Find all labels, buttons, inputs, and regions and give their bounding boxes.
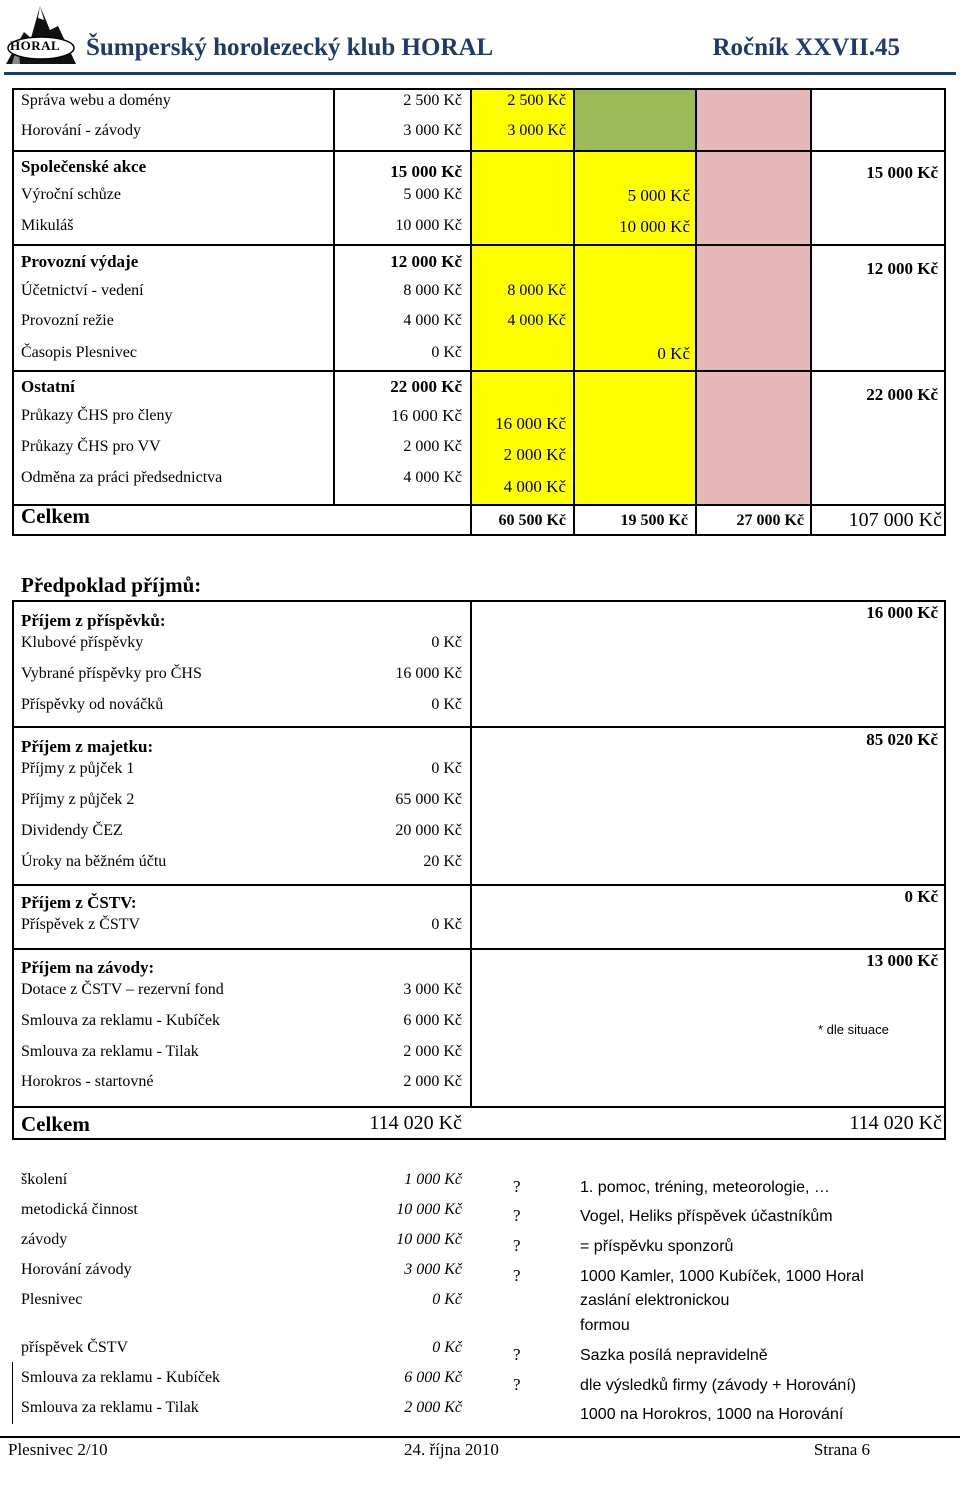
group-label: Společenské akce: [21, 157, 147, 176]
footer-center: 24. října 2010: [404, 1440, 499, 1459]
row-c1: 16 000 Kč: [495, 414, 566, 433]
expense-total-c3: 27 000 Kč: [736, 512, 804, 529]
note-comment: Sazka posílá nepravidelně: [580, 1347, 768, 1364]
row-label: Odměna za práci předsednictva: [21, 469, 223, 486]
row-amount: 5 000 Kč: [403, 186, 462, 203]
row-amount: 2 000 Kč: [403, 438, 462, 455]
income-item-amount: 20 Kč: [423, 853, 462, 870]
note-label: závody: [21, 1231, 68, 1248]
group-label: Ostatní: [21, 377, 75, 396]
group-amount: 15 000 Kč: [390, 162, 462, 181]
income-item-amount: 2 000 Kč: [403, 1073, 462, 1090]
row-amount: 4 000 Kč: [403, 312, 462, 329]
income-item-amount: 16 000 Kč: [395, 665, 462, 682]
note-question: ?: [513, 1375, 521, 1394]
logo-text: HORAL: [10, 38, 61, 53]
expense-total-c1: 60 500 Kč: [498, 512, 566, 529]
row-amount: 3 000 Kč: [403, 122, 462, 139]
income-item-label: Vybrané příspěvky pro ČHS: [21, 665, 202, 682]
income-item-label: Smlouva za reklamu - Tilak: [21, 1043, 199, 1060]
note-question: ?: [513, 1236, 521, 1255]
fill-yellow: [573, 370, 695, 504]
note-amount: 1 000 Kč: [404, 1171, 462, 1188]
note-amount: 6 000 Kč: [404, 1369, 462, 1386]
row-c1: 4 000 Kč: [507, 312, 566, 329]
income-item-amount: 0 Kč: [431, 696, 462, 713]
income-item-label: Úroky na běžném účtu: [21, 853, 167, 870]
note-label: metodická činnost: [21, 1201, 138, 1218]
income-item-label: Dotace z ČSTV – rezervní fond: [21, 981, 224, 998]
income-item-amount: 3 000 Kč: [403, 981, 462, 998]
group-amount: 12 000 Kč: [390, 252, 462, 271]
income-note: * dle situace: [818, 1022, 889, 1037]
row-c1: 2 500 Kč: [507, 92, 566, 109]
income-item-amount: 65 000 Kč: [395, 791, 462, 808]
income-item-amount: 2 000 Kč: [403, 1043, 462, 1060]
row-label: Účetnictví - vedení: [21, 282, 144, 299]
income-item-label: Dividendy ČEZ: [21, 822, 123, 839]
row-c1: 2 000 Kč: [503, 445, 566, 464]
expense-total-label: Celkem: [21, 504, 90, 528]
header-rule: [4, 72, 956, 75]
note-label: Smlouva za reklamu - Tilak: [21, 1399, 199, 1416]
row-amount: 2 500 Kč: [403, 92, 462, 109]
row-label: Časopis Plesnivec: [21, 344, 137, 361]
note-comment: = příspěvku sponzorů: [580, 1238, 734, 1255]
income-group-title: Příjem na závody:: [21, 958, 155, 977]
note-comment: 1000 na Horokros, 1000 na Horování: [580, 1406, 844, 1423]
group-total: 22 000 Kč: [866, 385, 938, 404]
note-question: ?: [513, 1345, 521, 1364]
club-name: Šumperský horolezecký klub HORAL: [86, 34, 494, 61]
income-group-title: Příjem z ČSTV:: [21, 893, 137, 912]
row-c2: 0 Kč: [657, 344, 690, 363]
row-label: Průkazy ČHS pro VV: [21, 438, 161, 455]
income-group-total: 13 000 Kč: [866, 951, 938, 970]
income-group-total: 0 Kč: [904, 887, 938, 906]
income-group-title: Příjem z příspěvků:: [21, 611, 166, 630]
row-amount: 10 000 Kč: [395, 217, 462, 234]
group-total: 15 000 Kč: [866, 163, 938, 182]
expense-total-c2: 19 500 Kč: [620, 512, 688, 529]
income-group-title: Příjem z majetku:: [21, 737, 154, 756]
note-amount: 0 Kč: [432, 1339, 462, 1356]
note-question: ?: [513, 1177, 521, 1196]
income-item-label: Příspěvek z ČSTV: [21, 916, 141, 933]
note-amount: 0 Kč: [432, 1291, 462, 1308]
fill-yellow: [470, 244, 573, 370]
income-item-label: Horokros - startovné: [21, 1073, 154, 1090]
logo: [4, 2, 78, 66]
note-label: školení: [21, 1171, 68, 1188]
group-amount: 22 000 Kč: [390, 377, 462, 396]
note-label: Plesnivec: [21, 1291, 83, 1308]
note-comment: formou: [580, 1317, 630, 1334]
mountain-logo-icon: [4, 2, 78, 66]
row-label: Horování - závody: [21, 122, 141, 139]
income-item-label: Klubové příspěvky: [21, 634, 144, 651]
row-amount: 16 000 Kč: [391, 406, 462, 425]
note-amount: 10 000 Kč: [396, 1231, 462, 1248]
note-comment: dle výsledků firmy (závody + Horování): [580, 1377, 857, 1394]
income-total-label: Celkem: [21, 1112, 90, 1136]
income-item-amount: 0 Kč: [431, 916, 462, 933]
row-label: Průkazy ČHS pro členy: [21, 407, 173, 424]
row-c2: 5 000 Kč: [627, 186, 690, 205]
income-item-amount: 20 000 Kč: [395, 822, 462, 839]
footer-right: Strana 6: [813, 1440, 870, 1459]
note-question: ?: [513, 1206, 521, 1225]
row-c1: 4 000 Kč: [503, 477, 566, 496]
expense-total-sum: 107 000 Kč: [848, 509, 942, 531]
note-comment: Vogel, Heliks příspěvek účastníkům: [580, 1208, 833, 1225]
note-amount: 2 000 Kč: [404, 1399, 462, 1416]
income-item-label: Příspěvky od nováčků: [21, 696, 164, 713]
income-item-amount: 0 Kč: [431, 634, 462, 651]
income-group-total: 16 000 Kč: [866, 603, 938, 622]
income-title: Předpoklad příjmů:: [21, 573, 202, 597]
income-item-label: Smlouva za reklamu - Kubíček: [21, 1012, 221, 1029]
note-comment: 1. pomoc, tréning, meteorologie, …: [580, 1179, 830, 1196]
note-amount: 3 000 Kč: [404, 1261, 462, 1278]
footer-left: Plesnivec 2/10: [8, 1440, 108, 1459]
note-label: Smlouva za reklamu - Kubíček: [21, 1369, 221, 1386]
row-label: Výroční schůze: [21, 186, 121, 203]
row-amount: 4 000 Kč: [403, 469, 462, 486]
note-label: Horování závody: [21, 1261, 132, 1278]
group-label: Provozní výdaje: [21, 252, 139, 271]
note-amount: 10 000 Kč: [396, 1201, 462, 1218]
row-label: Provozní režie: [21, 312, 114, 329]
note-question: ?: [513, 1266, 521, 1285]
row-c1: 3 000 Kč: [507, 122, 566, 139]
note-label: příspěvek ČSTV: [21, 1339, 129, 1356]
row-amount: 0 Kč: [431, 344, 462, 361]
row-label: Mikuláš: [21, 217, 74, 234]
issue-number: Ročník XXVII.45: [712, 34, 900, 61]
fill-yellow: [470, 150, 573, 244]
income-item-label: Příjmy z půjček 1: [21, 760, 135, 777]
note-comment: zaslání elektronickou: [580, 1292, 730, 1309]
row-c2: 10 000 Kč: [619, 217, 690, 236]
fill-green: [573, 88, 695, 150]
income-item-amount: 0 Kč: [431, 760, 462, 777]
row-c1: 8 000 Kč: [507, 282, 566, 299]
note-comment: 1000 Kamler, 1000 Kubíček, 1000 Horal: [580, 1268, 864, 1285]
row-amount: 8 000 Kč: [403, 282, 462, 299]
income-total-right: 114 020 Kč: [849, 1112, 942, 1134]
row-label: Správa webu a domény: [21, 92, 171, 109]
income-item-amount: 6 000 Kč: [403, 1012, 462, 1029]
income-group-total: 85 020 Kč: [866, 730, 938, 749]
income-total-left: 114 020 Kč: [369, 1112, 462, 1134]
income-item-label: Příjmy z půjček 2: [21, 791, 135, 808]
group-total: 12 000 Kč: [866, 259, 938, 278]
